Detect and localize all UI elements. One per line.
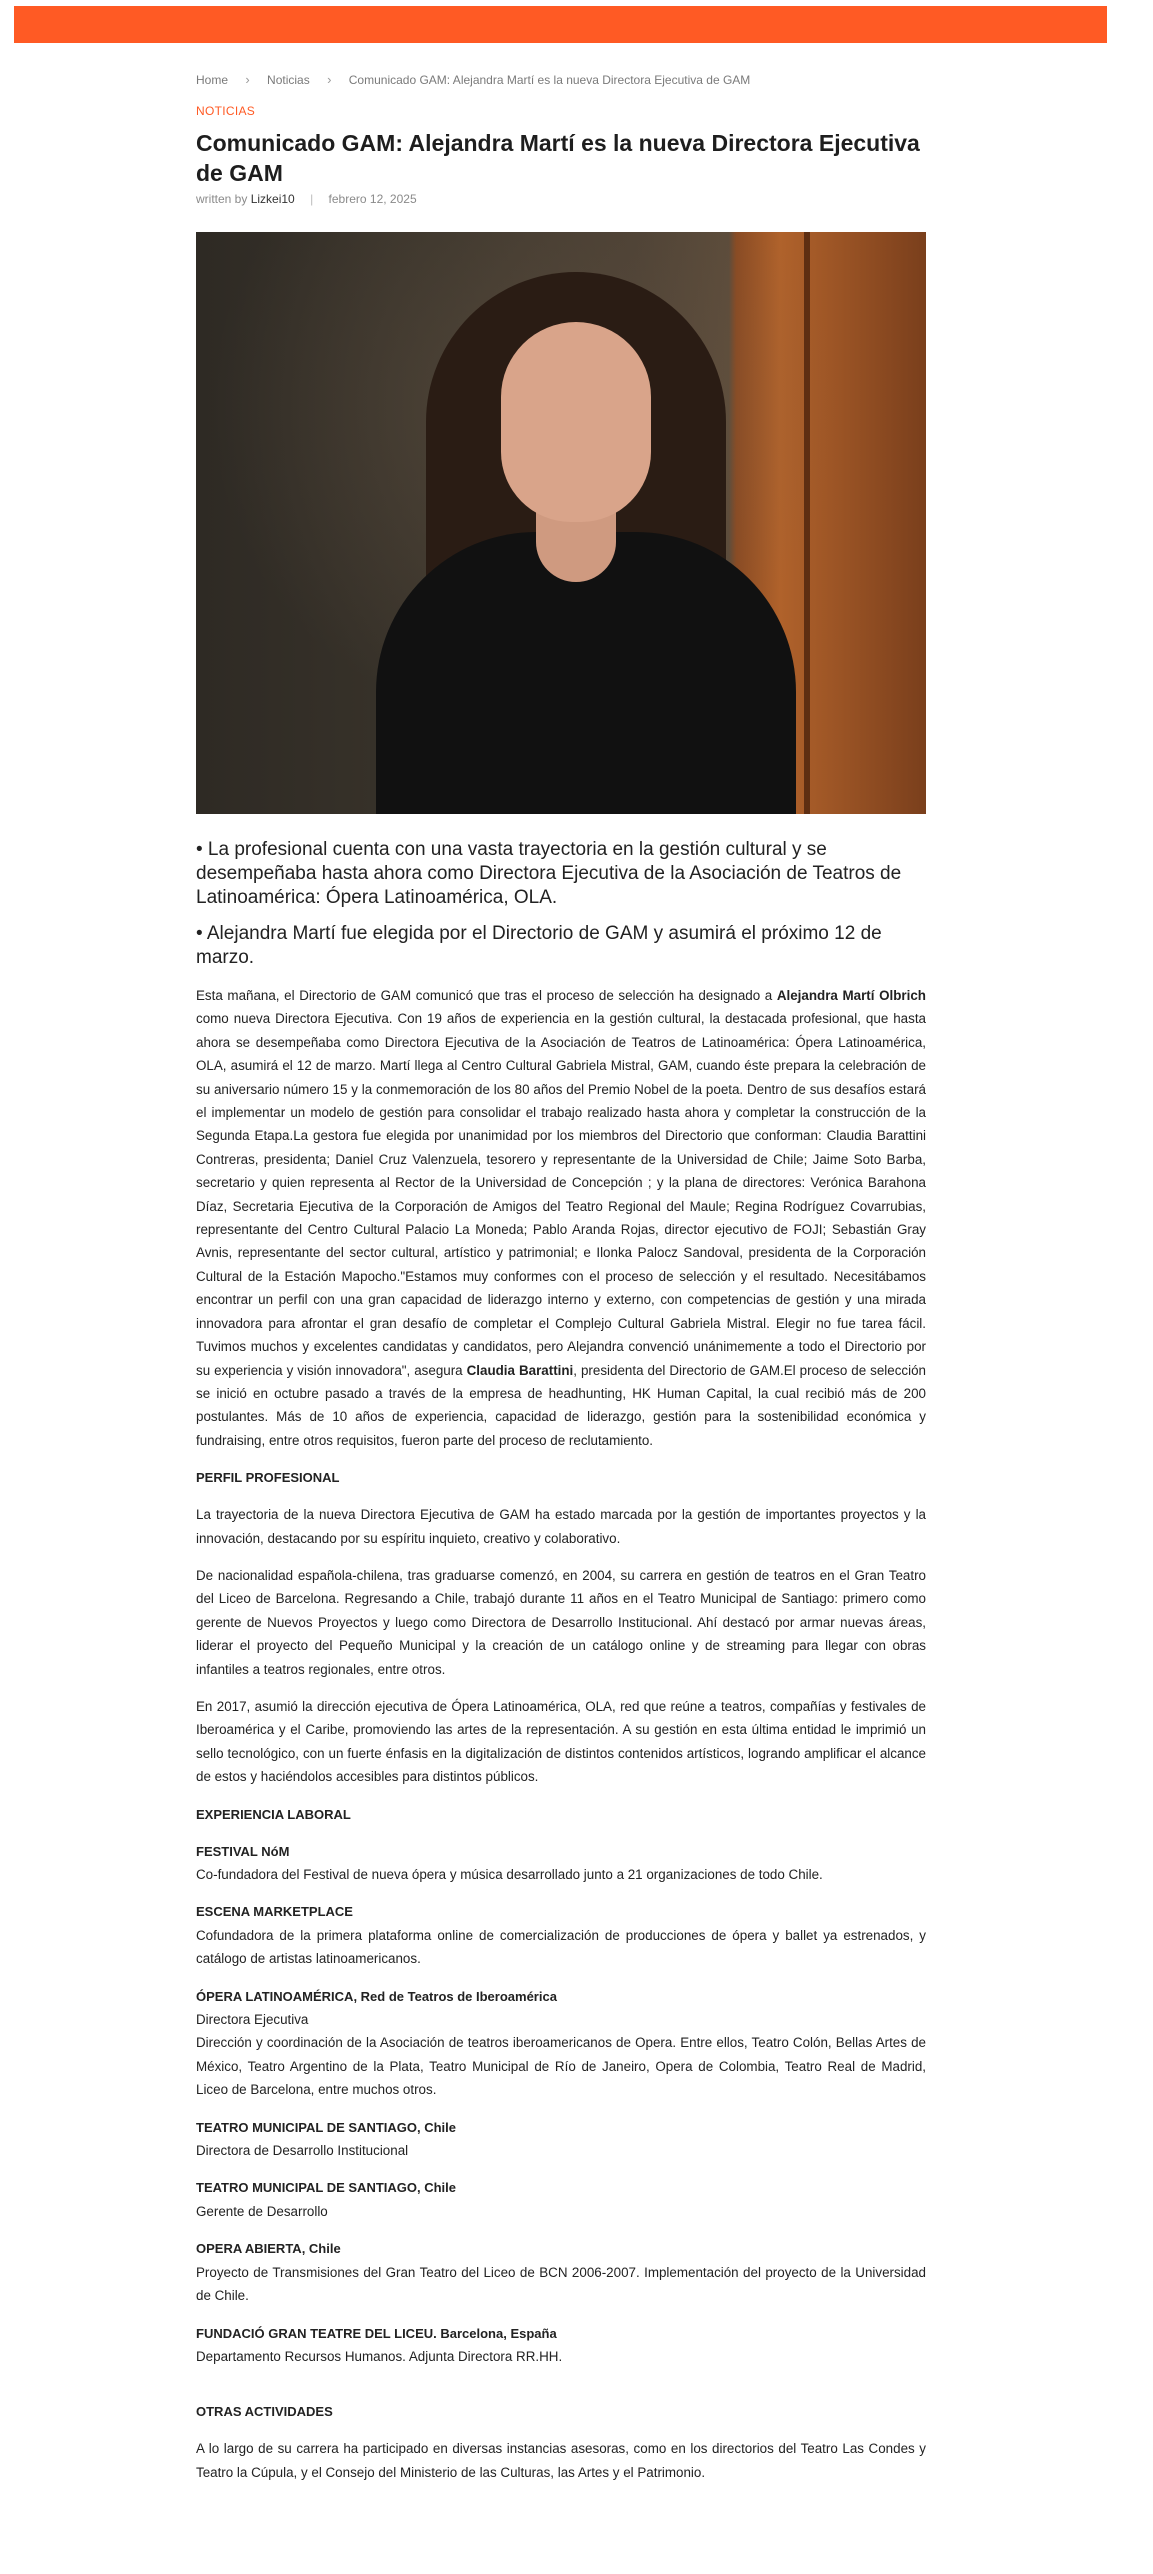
job-title: ÓPERA LATINOAMÉRICA, Red de Teatros de Iberoamérica [196,1988,557,2004]
breadcrumb-current: Comunicado GAM: Alejandra Martí es la nueva Directora Ejecutiva de GAM [348,73,751,87]
breadcrumb [196,68,926,92]
quote-name-bold: Claudia Barattini [466,1362,574,1378]
intro-text: Esta mañana, el Directorio de GAM comunicó que tras el proceso de selección ha designado a [196,988,777,1003]
job-title: TEATRO MUNICIPAL DE SANTIAGO, Chile [196,2119,457,2135]
otras-paragraph: A lo largo de su carrera ha participado en diversas instancias asesoras, como en los directorios del Teatro Las Condes y Teatro la Cúpula, y el Consejo del Ministerio de las Culturas, las Artes y el Patrimonio. [196,2441,926,2480]
photo-face-shape [501,322,651,522]
perfil-paragraph: La trayectoria de la nueva Directora Ejecutiva de GAM ha estado marcada por la gestión de importantes proyectos y la innovación, destacando por su espíritu inquieto, creativo y colaborativo. [196,1507,926,1546]
otras-heading: OTRAS ACTIVIDADES [196,2404,333,2420]
article [196,68,926,2498]
job-entry [196,1900,926,1970]
photo-door-edge [804,232,810,814]
perfil-heading: PERFIL PROFESIONAL [196,1470,340,1486]
perfil-paragraph: En 2017, asumió la dirección ejecutiva de Ópera Latinoamérica, OLA, red que reúne a teatros, compañías y festivales de Iberoamérica y el Caribe, promoviendo las artes de la representación. A su gestión en esta última entidad le imprimió un sello tecnológico, con un fuerte énfasis en la digitalización de distintos contenidos artísticos, logrando amplificar el alcance de estos y haciéndolos accesibles para distintos públicos. [196,1698,926,1785]
job-description: Proyecto de Transmisiones del Gran Teatro del Liceo de BCN 2006-2007. Implementación del proyecto de la Universidad de Chile. [196,2264,926,2304]
article-highlights [196,838,926,970]
job-entry [196,2176,926,2223]
hero-photo [196,232,926,814]
breadcrumb-noticias-link[interactable]: Noticias [267,73,310,87]
job-description: Co-fundadora del Festival de nueva ópera y música desarrollado junto a 21 organizaciones de todo Chile. [196,1867,823,1882]
highlight-item: • Alejandra Martí fue elegida por el Directorio de GAM y asumirá el próximo 12 de marzo. [196,923,882,968]
job-role: Directora Ejecutiva [196,2012,309,2028]
highlight-item: • La profesional cuenta con una vasta trayectoria en la gestión cultural y se desempeñaba hasta ahora como Directora Ejecutiva de la Asociación de Teatros de Latinoamérica: Ópera Latinoamérica, OLA. [196,839,902,908]
site-header-bar [14,6,1107,43]
experiencia-heading: EXPERIENCIA LABORAL [196,1806,351,1822]
article-meta [196,192,926,206]
intro-text: , presidenta del Directorio de GAM.El proceso de selección se inició en octubre pasado a través de la empresa de headhunting, HK Human Capital, la cual recibió más de 200 postulantes. Más de 10 años de experiencia, capacidad de liderazgo, gestión para la sostenibilidad económica y fundraising, entre otros requisitos, fueron parte del proceso de reclutamiento. [196,1362,926,1448]
breadcrumb-home-link[interactable]: Home [196,73,229,87]
job-role: Directora de Desarrollo Institucional [196,2143,409,2159]
job-title: FESTIVAL NóM [196,1843,290,1859]
meta-divider: | [310,192,314,206]
job-title: FUNDACIÓ GRAN TEATRE DEL LICEU. Barcelona, España [196,2325,557,2341]
chevron-right-icon: › [327,72,332,87]
article-title: Comunicado GAM: Alejandra Martí es la nueva Directora Ejecutiva de GAM [196,130,920,186]
written-by-label: written by [196,192,248,206]
intro-paragraph [196,984,926,1452]
job-entry [196,2237,926,2307]
author-link[interactable]: Lizkei10 [250,192,295,206]
job-title: TEATRO MUNICIPAL DE SANTIAGO, Chile [196,2180,457,2196]
job-title: ESCENA MARKETPLACE [196,1904,353,1920]
job-entry [196,2322,926,2369]
job-entry [196,1985,926,2102]
job-role: Gerente de Desarrollo [196,2203,328,2219]
chevron-right-icon: › [245,72,250,87]
publish-date: febrero 12, 2025 [328,192,417,206]
article-body [196,984,926,2484]
section-spacer [196,2382,926,2400]
job-description: Departamento Recursos Humanos. Adjunta Directora RR.HH. [196,2348,563,2364]
job-entry [196,1840,926,1887]
job-entry [196,2116,926,2163]
perfil-paragraph: De nacionalidad española-chilena, tras graduarse comenzó, en 2004, su carrera en gestión de teatros en el Gran Teatro del Liceo de Barcelona. Regresando a Chile, trabajó durante 11 años en el Teatro Municipal de Santiago: primero como gerente de Nuevos Proyectos y luego como Directora de Desarrollo Institucional. Ahí destacó por armar nuevas áreas, liderar el proyecto del Pequeño Municipal y la creación de un catálogo online y de streaming para llegar con obras infantiles a teatros regionales, entre otros. [196,1567,926,1677]
job-description: Dirección y coordinación de la Asociación de teatros iberoamericanos de Opera. Entre ellos, Teatro Colón, Bellas Artes de México, Teatro Argentino de la Plata, Teatro Municipal de Río de Janeiro, Opera de Colombia, Teatro Real de Madrid, Liceo de Barcelona, entre muchos otros. [196,2035,926,2098]
job-title: OPERA ABIERTA, Chile [196,2241,341,2257]
job-description: Cofundadora de la primera plataforma online de comercialización de producciones de ópera y ballet ya estrenados, y catálogo de artistas latinoamericanos. [196,1927,926,1967]
intro-name-bold: Alejandra Martí Olbrich [776,988,926,1003]
intro-text: como nueva Directora Ejecutiva. Con 19 años de experiencia en la gestión cultural, la destacada profesional, que hasta ahora se desempeñaba como Directora Ejecutiva de la Asociación de Teatros de Latinoamérica: Ópera Latinoamérica, OLA, asumirá el 12 de marzo. Martí llega al Centro Cultural Gabriela Mistral, GAM, cuando éste prepara la celebración de su aniversario número 15 y la conmemoración de los 80 años del Premio Nobel de la poeta. Dentro de sus desafíos estará el implementar un modelo de gestión para consolidar el trabajo realizado hasta ahora y completar la construcción de la Segunda Etapa.La gestora fue elegida por unanimidad por los miembros del Directorio que conforman: Claudia Barattini Contreras, presidenta; Daniel Cruz Valenzuela, tesorero y representante de la Universidad de Chile; Jaime Soto Barba, secretario y quien representa al Rector de la Universidad de Concepción ; y la plana de directores: Verónica Barahona Díaz, Secretaria Ejecutiva de la Corporación de Amigos del Teatro Regional del Maule; Regina Rodríguez Covarrubias, representante del Centro Cultural Palacio La Moneda; Pablo Aranda Rojas, director ejecutivo de FOJI; Sebastián Gray Avnis, representante del sector cultural, artístico y patrimonial; e Ilonka Palocz Sandoval, presidenta de la Corporación Cultural de la Estación Mapocho."Estamos muy conformes con el proceso de selección y el resultado. Necesitábamos encontrar un perfil con una gran capacidad de liderazgo interno y externo, con competencias de gestión y una mirada innovadora para afrontar el gran desafío de completar el Complejo Cultural Gabriela Mistral. Elegir no fue tarea fácil. Tuvimos muchos y excelentes candidatas y candidatos, pero Alejandra convenció unánimemente a todo el Directorio por su experiencia y visión innovadora", asegura [196,1011,926,1378]
category-label[interactable]: NOTICIAS [196,104,256,118]
